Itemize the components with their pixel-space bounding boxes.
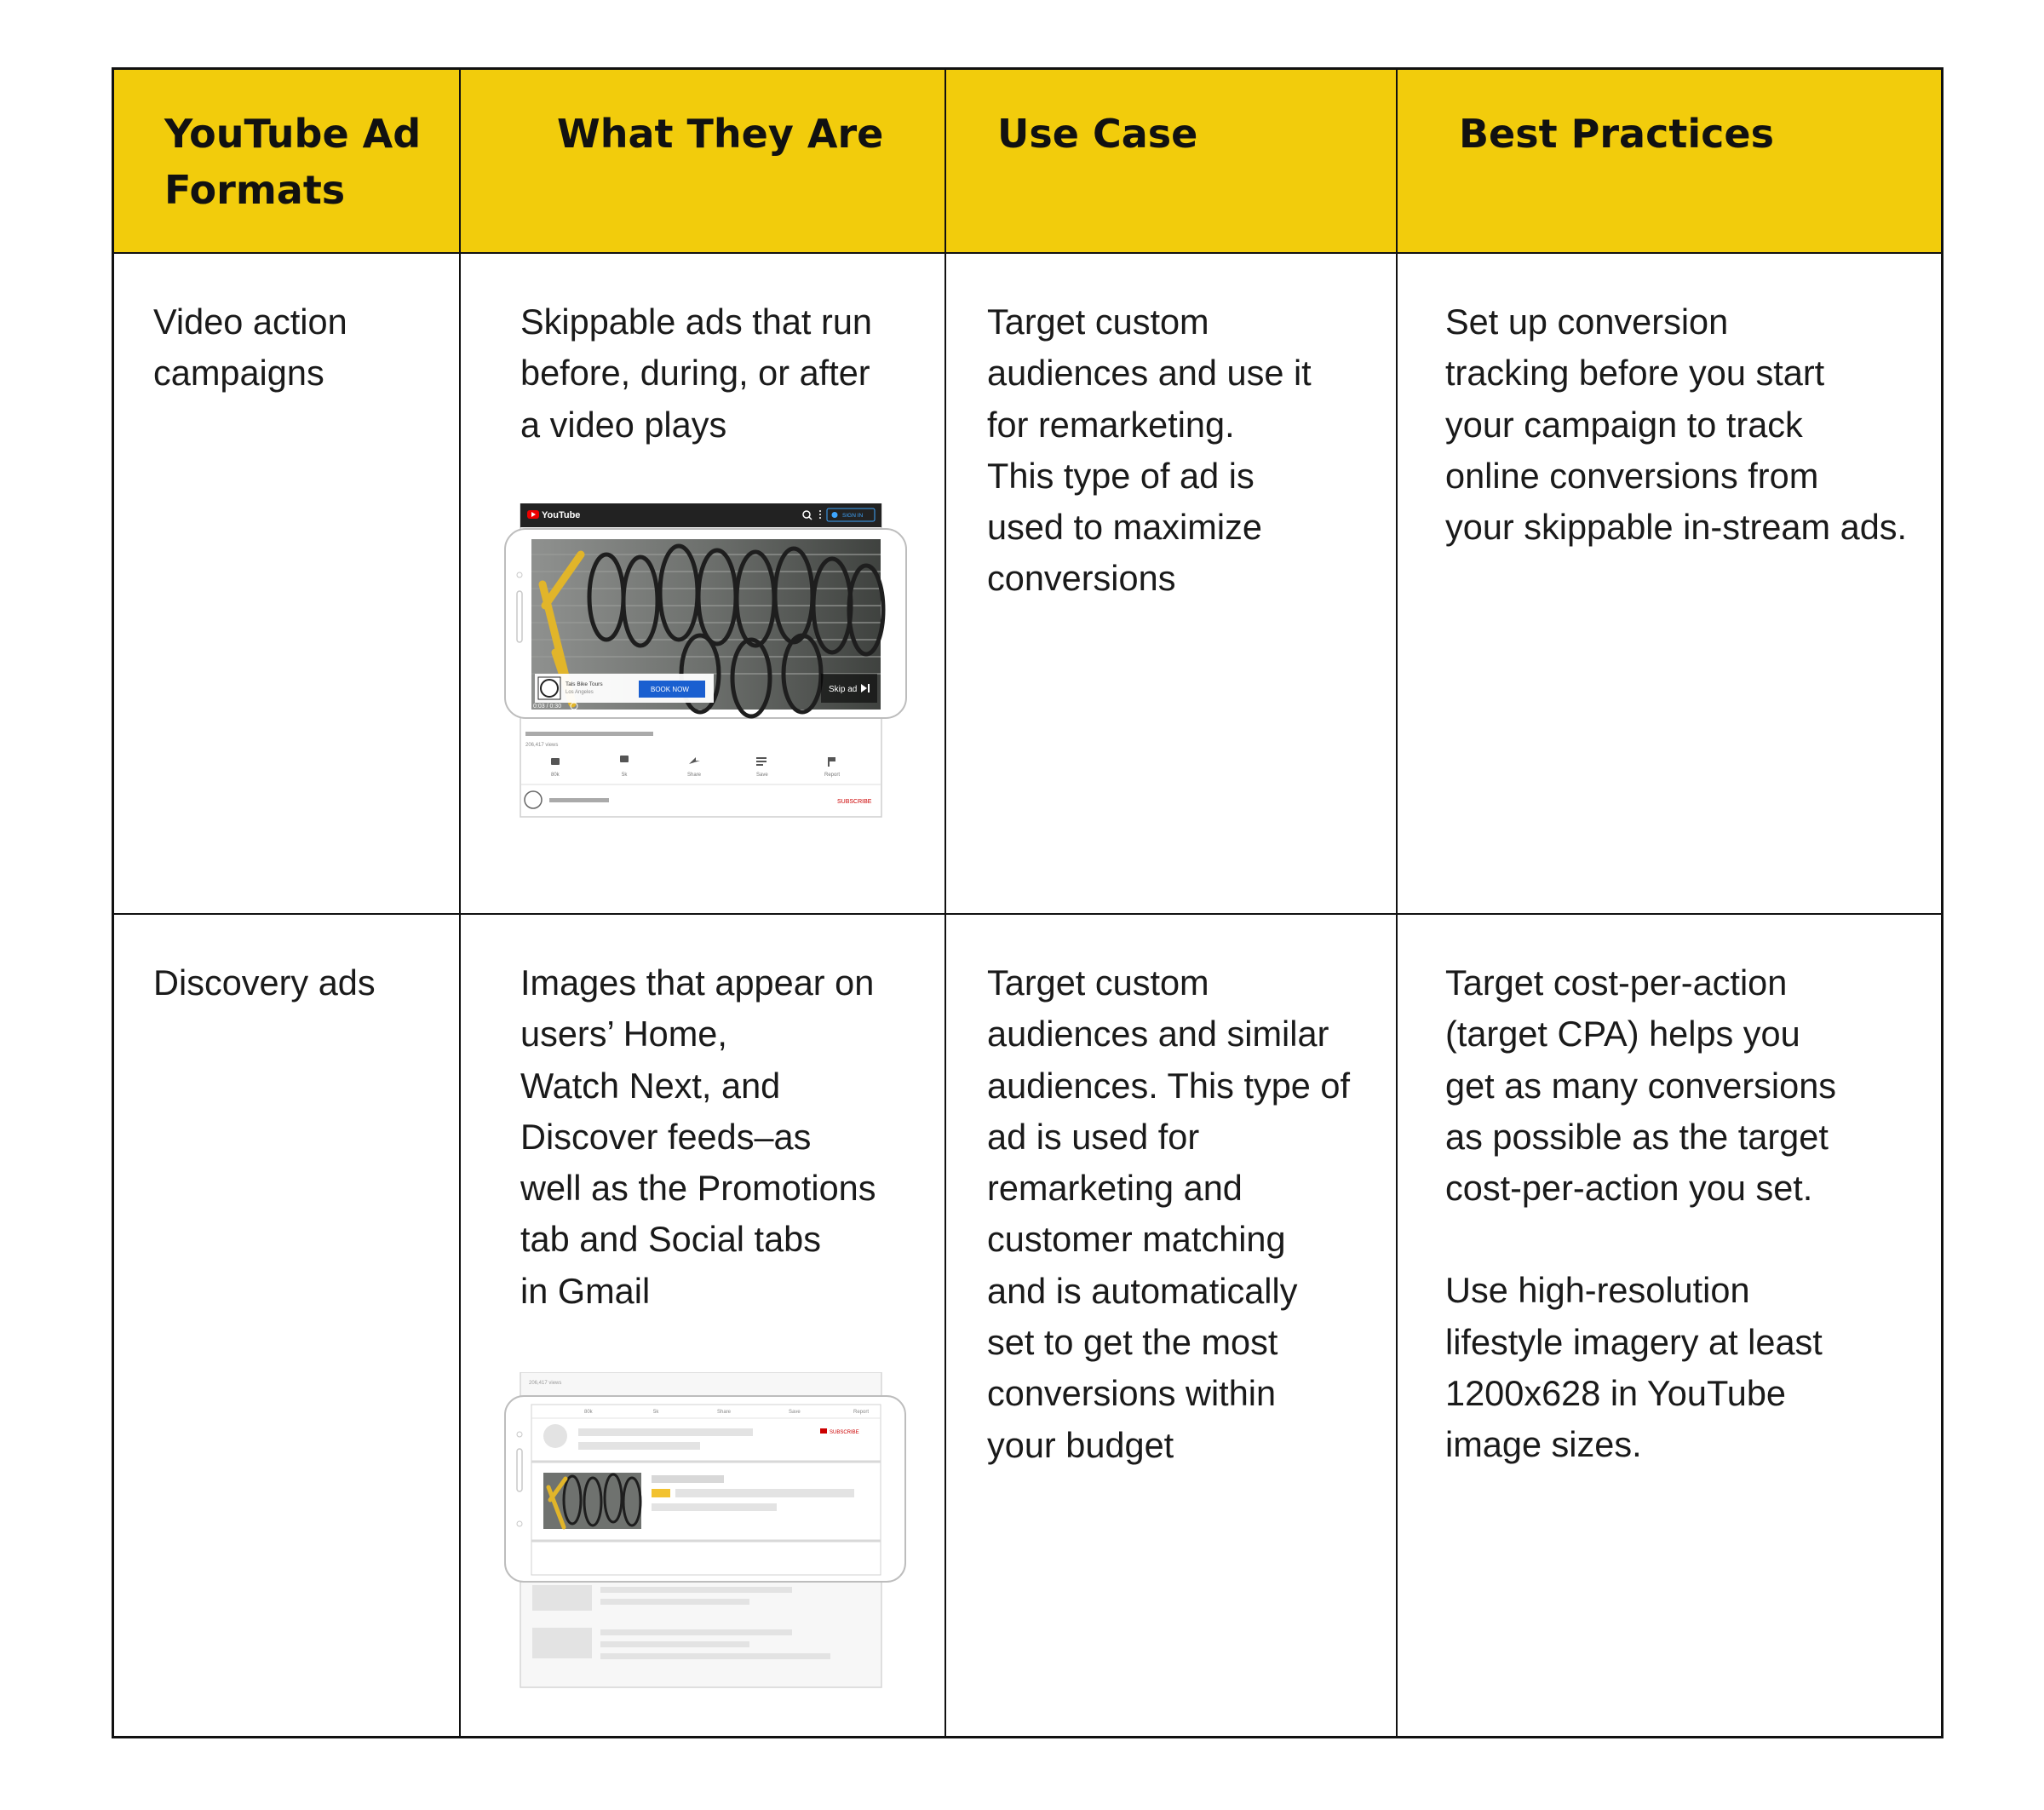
discovery-subscribe-icon bbox=[820, 1428, 827, 1434]
discovery-subscribe: SUBSCRIBE bbox=[830, 1430, 859, 1435]
discovery-action-save: Save bbox=[789, 1410, 801, 1415]
row1-format: Video action campaigns bbox=[153, 302, 347, 394]
row2-what-cell bbox=[461, 915, 946, 1736]
video-time: 0:03 / 0:30 bbox=[533, 704, 562, 710]
header-cell-formats bbox=[114, 70, 461, 254]
action-share: Share bbox=[687, 773, 702, 778]
header-cell-use-case bbox=[946, 70, 1398, 254]
header-cell-best-practices bbox=[1398, 70, 1941, 254]
views-count: 206,417 views bbox=[525, 743, 559, 748]
subscribe-label: SUBSCRIBE bbox=[837, 799, 872, 805]
row2-best-practices-cell bbox=[1398, 915, 1941, 1736]
row1-use-case: Target custom audiences and use it for remarketing. This type of ad is used to maximize conversions bbox=[987, 302, 1312, 599]
row2-best-practices-2: Use high-resolution lifestyle imagery at least 1200x628 in YouTube image sizes. bbox=[1445, 1270, 1823, 1465]
row2-use-case: Target custom audiences and similar audiences. This type of ad is used for remarketing and customer matching and is automatically set to get the most conversions within your budget bbox=[987, 962, 1351, 1465]
row2-format: Discovery ads bbox=[153, 962, 376, 1003]
row1-use-case-cell bbox=[946, 254, 1398, 915]
video-ad-mockup bbox=[504, 503, 909, 819]
advertiser-name: Tals Bike Tours bbox=[566, 681, 603, 687]
discovery-action-share: Share bbox=[717, 1410, 732, 1415]
row2-best-practices-1: Target cost-per-action (target CPA) helps you get as many conversions as possible as the target cost-per-action you set. bbox=[1445, 962, 1837, 1209]
row2-what: Images that appear on users’ Home, Watch Next, and Discover feeds–as well as the Promotions tab and Social tabs in Gmail bbox=[520, 962, 876, 1311]
discovery-action-report: Report bbox=[853, 1410, 870, 1415]
advertiser-location: Los Angeles bbox=[566, 690, 594, 695]
sign-in-label: SIGN IN bbox=[842, 513, 864, 519]
header-cell-what bbox=[461, 70, 946, 254]
ad-badge bbox=[652, 1489, 670, 1497]
discovery-action-dislikes: 5k bbox=[653, 1410, 659, 1415]
action-save: Save bbox=[756, 773, 768, 778]
action-likes: 80k bbox=[551, 773, 560, 778]
title-placeholder bbox=[525, 732, 653, 736]
row1-what-cell bbox=[461, 254, 946, 915]
row1-best-practices: Set up conversion tracking before you start your campaign to track online conversions from your skippable in-stream ads. bbox=[1445, 302, 1908, 548]
header-best-practices: Best Practices bbox=[1459, 111, 1774, 157]
action-report: Report bbox=[824, 773, 841, 778]
row2-format-cell bbox=[114, 915, 461, 1736]
row2-use-case-cell bbox=[946, 915, 1398, 1736]
discovery-views: 206,417 views bbox=[529, 1381, 562, 1386]
header-use-case: Use Case bbox=[997, 111, 1198, 157]
header-formats: YouTube Ad Formats bbox=[164, 111, 422, 213]
book-now-label: BOOK NOW bbox=[651, 686, 689, 693]
youtube-brand: YouTube bbox=[542, 510, 581, 520]
discovery-channel-avatar bbox=[543, 1424, 567, 1448]
row1-best-practices-cell bbox=[1398, 254, 1941, 915]
row1-format-cell bbox=[114, 254, 461, 915]
action-dislikes: 5k bbox=[622, 773, 628, 778]
discovery-ad-mockup bbox=[504, 1372, 909, 1689]
row1-what: Skippable ads that run before, during, or after a video plays bbox=[520, 302, 872, 445]
header-what: What They Are bbox=[557, 111, 884, 157]
discovery-action-likes: 80k bbox=[584, 1410, 593, 1415]
ad-formats-table bbox=[112, 67, 1944, 1738]
skip-ad-label: Skip ad bbox=[829, 685, 858, 694]
row2-best-practices bbox=[1445, 957, 1836, 1471]
